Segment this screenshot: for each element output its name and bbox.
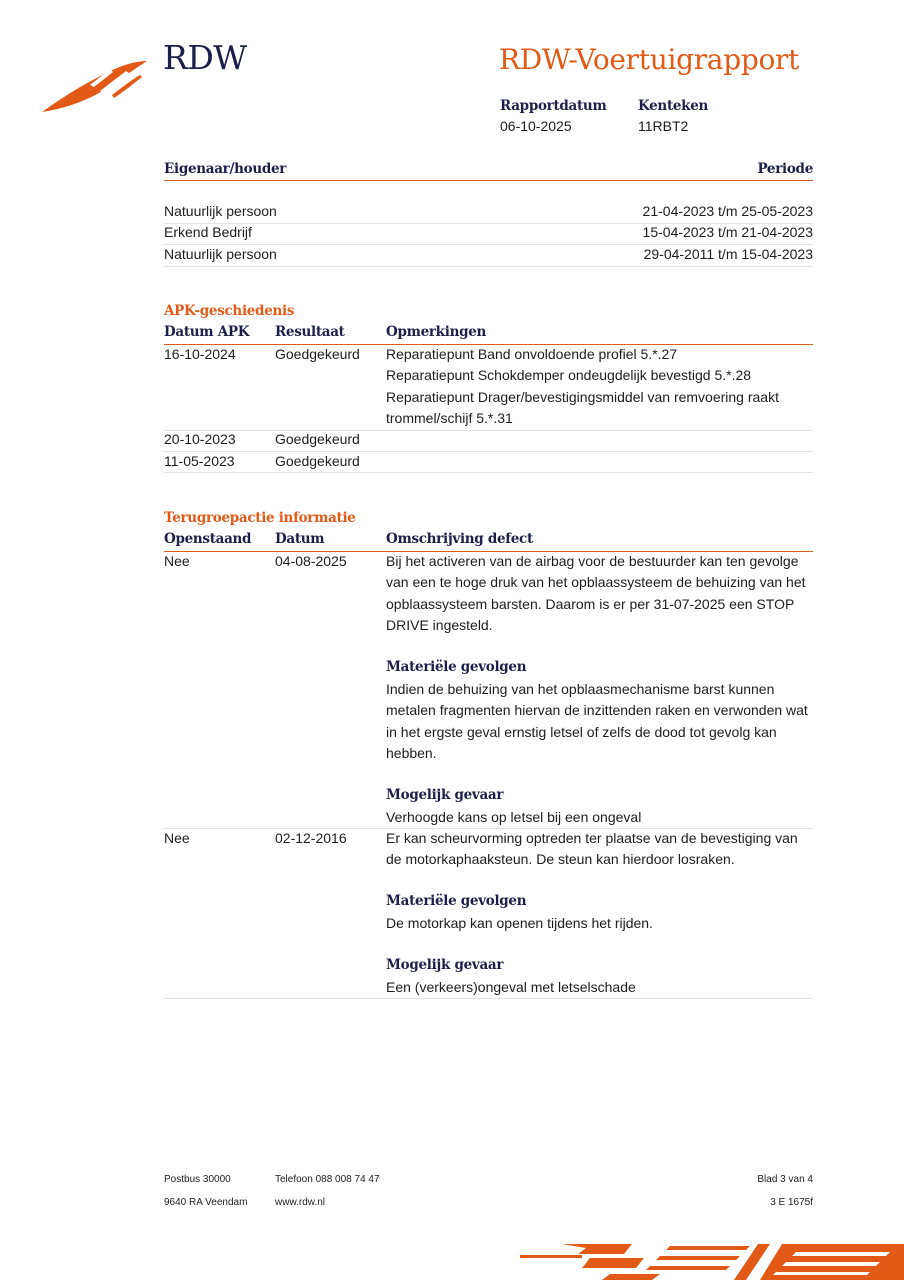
row-divider — [164, 472, 813, 473]
owners-header-rule — [164, 180, 813, 181]
apk-row-remark: Reparatiepunt Band onvoldoende profiel 5.*.27 — [386, 346, 678, 362]
footer-postbus: Postbus 30000 — [164, 1174, 231, 1185]
recall-consequence-line: in het ergste geval ernstig letsel of zelfs de dood tot gevolg kan — [386, 724, 777, 740]
recall-row-open: Nee — [164, 553, 190, 569]
recall-consequence-line: Indien de behuizing van het opblaasmechanisme barst kunnen — [386, 681, 775, 697]
row-divider — [164, 430, 813, 431]
brand-name: RDW — [163, 38, 247, 77]
recall-consequence-line: hebben. — [386, 745, 437, 761]
owners-col-period: Periode — [757, 161, 813, 177]
recall-desc-line: Er kan scheurvorming optreden ter plaatse van de bevestiging van — [386, 830, 798, 846]
row-divider — [164, 998, 813, 999]
recall-danger-text: Een (verkeers)ongeval met letselschade — [386, 979, 636, 995]
apk-row-remark: Reparatiepunt Schokdemper ondeugdelijk bevestigd 5.*.28 — [386, 367, 752, 383]
report-title: RDW-Voertuigrapport — [499, 43, 800, 76]
recall-danger-text: Verhoogde kans op letsel bij een ongeval — [386, 809, 642, 825]
recall-desc-line: de motorkaphaaksteun. De steun kan hierdoor losraken. — [386, 851, 735, 867]
report-date-label: Rapportdatum — [500, 98, 607, 114]
recall-consequence-line: De motorkap kan openen tijdens het rijden. — [386, 915, 653, 931]
recall-row-date: 04-08-2025 — [275, 553, 347, 569]
owners-row-owner: Erkend Bedrijf — [164, 224, 252, 240]
recall-desc-line: DRIVE ingesteld. — [386, 617, 493, 633]
owners-row-owner: Natuurlijk persoon — [164, 246, 277, 262]
recall-col-date: Datum — [275, 531, 325, 547]
footer-document-code: 3 E 1675f — [770, 1197, 813, 1208]
orange-stripes-decoration-icon — [520, 1244, 904, 1280]
recall-section-title: Terugroepactie informatie — [164, 510, 356, 526]
recall-desc-line: Bij het activeren van de airbag voor de bestuurder kan ten gevolge — [386, 553, 799, 569]
owners-row-period: 15-04-2023 t/m 21-04-2023 — [642, 224, 813, 240]
apk-row-remark: trommel/schijf 5.*.31 — [386, 410, 513, 426]
recall-danger-label: Mogelijk gevaar — [386, 787, 504, 803]
apk-row-remark: Reparatiepunt Drager/bevestigingsmiddel van remvoering raakt — [386, 389, 779, 405]
owners-row-owner: Natuurlijk persoon — [164, 203, 277, 219]
apk-row-date: 11-05-2023 — [164, 453, 235, 469]
apk-col-date: Datum APK — [164, 324, 250, 340]
footer-page-number: Blad 3 van 4 — [757, 1174, 813, 1185]
recall-row-open: Nee — [164, 830, 190, 846]
apk-section-title: APK-geschiedenis — [164, 303, 295, 319]
apk-row-result: Goedgekeurd — [275, 431, 360, 447]
apk-row-date: 20-10-2023 — [164, 431, 236, 447]
recall-consequences-label: Materiële gevolgen — [386, 893, 527, 909]
apk-row-result: Goedgekeurd — [275, 453, 360, 469]
footer-phone: Telefoon 088 008 74 47 — [275, 1174, 380, 1185]
recall-danger-label: Mogelijk gevaar — [386, 957, 504, 973]
recall-col-desc: Omschrijving defect — [386, 531, 533, 547]
apk-col-remarks: Opmerkingen — [386, 324, 487, 340]
recall-desc-line: van een te hoge druk van het opblaassysteem de behuizing van het — [386, 574, 806, 590]
recall-row-date: 02-12-2016 — [275, 830, 347, 846]
recall-consequence-line: metalen fragmenten hiervan de inzittenden raken en verwonden wat — [386, 702, 808, 718]
apk-row-date: 16-10-2024 — [164, 346, 236, 362]
owners-row-period: 21-04-2023 t/m 25-05-2023 — [642, 203, 813, 219]
rdw-feather-logo-icon — [40, 55, 150, 115]
row-divider — [164, 266, 813, 267]
apk-row-result: Goedgekeurd — [275, 346, 360, 362]
recall-desc-line: opblaassysteem barsten. Daarom is er per 31-07-2025 een STOP — [386, 596, 795, 612]
plate-label: Kenteken — [638, 98, 709, 114]
recall-consequences-label: Materiële gevolgen — [386, 659, 527, 675]
owners-col-owner: Eigenaar/houder — [164, 161, 287, 177]
footer-website-link[interactable]: www.rdw.nl — [275, 1197, 326, 1208]
recall-col-open: Openstaand — [164, 531, 252, 547]
row-divider — [164, 451, 813, 452]
apk-col-result: Resultaat — [275, 324, 345, 340]
plate-value: 11RBT2 — [638, 118, 689, 134]
report-date-value: 06-10-2025 — [500, 118, 572, 134]
footer-city: 9640 RA Veendam — [164, 1197, 248, 1208]
owners-row-period: 29-04-2011 t/m 15-04-2023 — [643, 246, 813, 262]
